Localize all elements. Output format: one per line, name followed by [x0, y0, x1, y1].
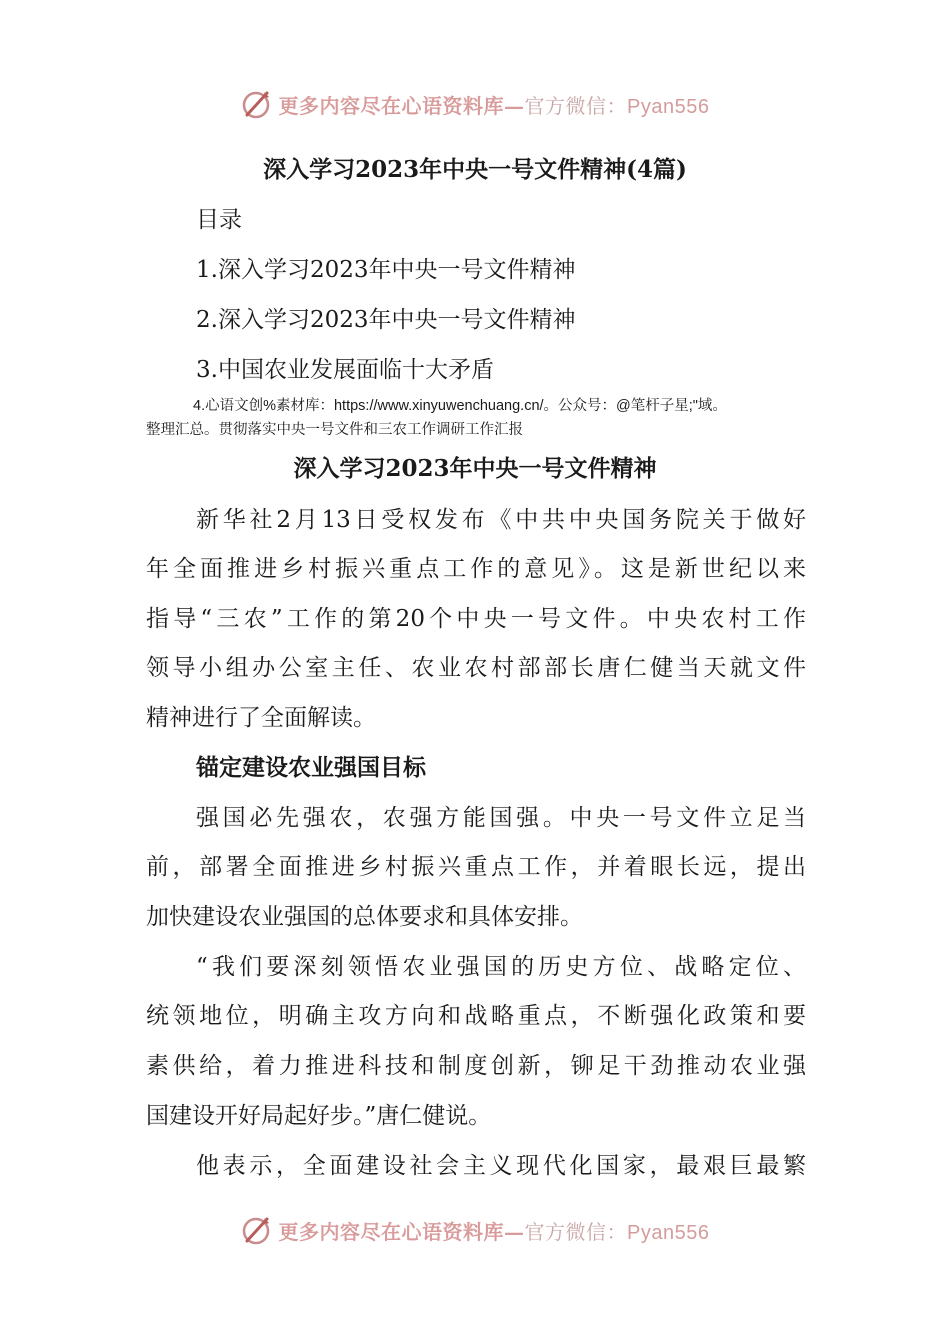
- toc-item-4-note: 4.心语文创%素材库：https://www.xinyuwenchuang.cn/。公众号：@笔杆子星;"域。: [193, 398, 727, 414]
- paragraph-line: 领导小组办公室主任、农业农村部部长唐仁健当天就文件: [146, 655, 806, 681]
- paragraph-line: 指导“三农”工作的第20个中央一号文件。中央农村工作: [146, 606, 806, 632]
- pen-logo-icon: [241, 88, 273, 120]
- paragraph-line: “我们要深刻领悟农业强国的历史方位、战略定位、: [196, 954, 806, 980]
- document-title: 深入学习2023年中央一号文件精神(4篇): [263, 156, 687, 183]
- section-title: 深入学习2023年中央一号文件精神: [293, 455, 657, 482]
- pen-logo-icon: [241, 1214, 273, 1246]
- paragraph-line: 国建设开好局起好步。”唐仁健说。: [146, 1103, 492, 1129]
- toc-item-3: 3.中国农业发展面临十大矛盾: [196, 357, 494, 383]
- toc-heading: 目录: [196, 207, 242, 233]
- footer-banner: [0, 1210, 950, 1250]
- paragraph-line: 精神进行了全面解读。: [146, 705, 376, 731]
- header-banner: [0, 84, 950, 124]
- paragraph-line: 统领地位，明确主攻方向和战略重点，不断强化政策和要: [146, 1003, 806, 1029]
- toc-item-1: 1.深入学习2023年中央一号文件精神: [196, 257, 576, 283]
- subheading: 锚定建设农业强国目标: [196, 754, 426, 781]
- note-line-2: 整理汇总。贯彻落实中央一号文件和三农工作调研工作汇报: [146, 422, 523, 438]
- paragraph-line: 新华社2月13日受权发布《中共中央国务院关于做好: [196, 507, 806, 533]
- toc-item-2: 2.深入学习2023年中央一号文件精神: [196, 307, 576, 333]
- paragraph-line: 他表示，全面建设社会主义现代化国家，最艰巨最繁: [196, 1153, 806, 1179]
- paragraph-line: 强国必先强农，农强方能国强。中央一号文件立足当: [196, 805, 806, 831]
- paragraph-line: 素供给，着力推进科技和制度创新，铆足干劲推动农业强: [146, 1053, 806, 1079]
- paragraph-line: 年全面推进乡村振兴重点工作的意见》。这是新世纪以来: [146, 556, 806, 582]
- banner-text: 更多内容尽在心语资料库—官方微信：Pyan556: [278, 1219, 710, 1244]
- paragraph-line: 前，部署全面推进乡村振兴重点工作，并着眼长远，提出: [146, 854, 806, 880]
- banner-text: 更多内容尽在心语资料库—官方微信：Pyan556: [278, 93, 710, 118]
- paragraph-line: 加快建设农业强国的总体要求和具体安排。: [146, 904, 583, 930]
